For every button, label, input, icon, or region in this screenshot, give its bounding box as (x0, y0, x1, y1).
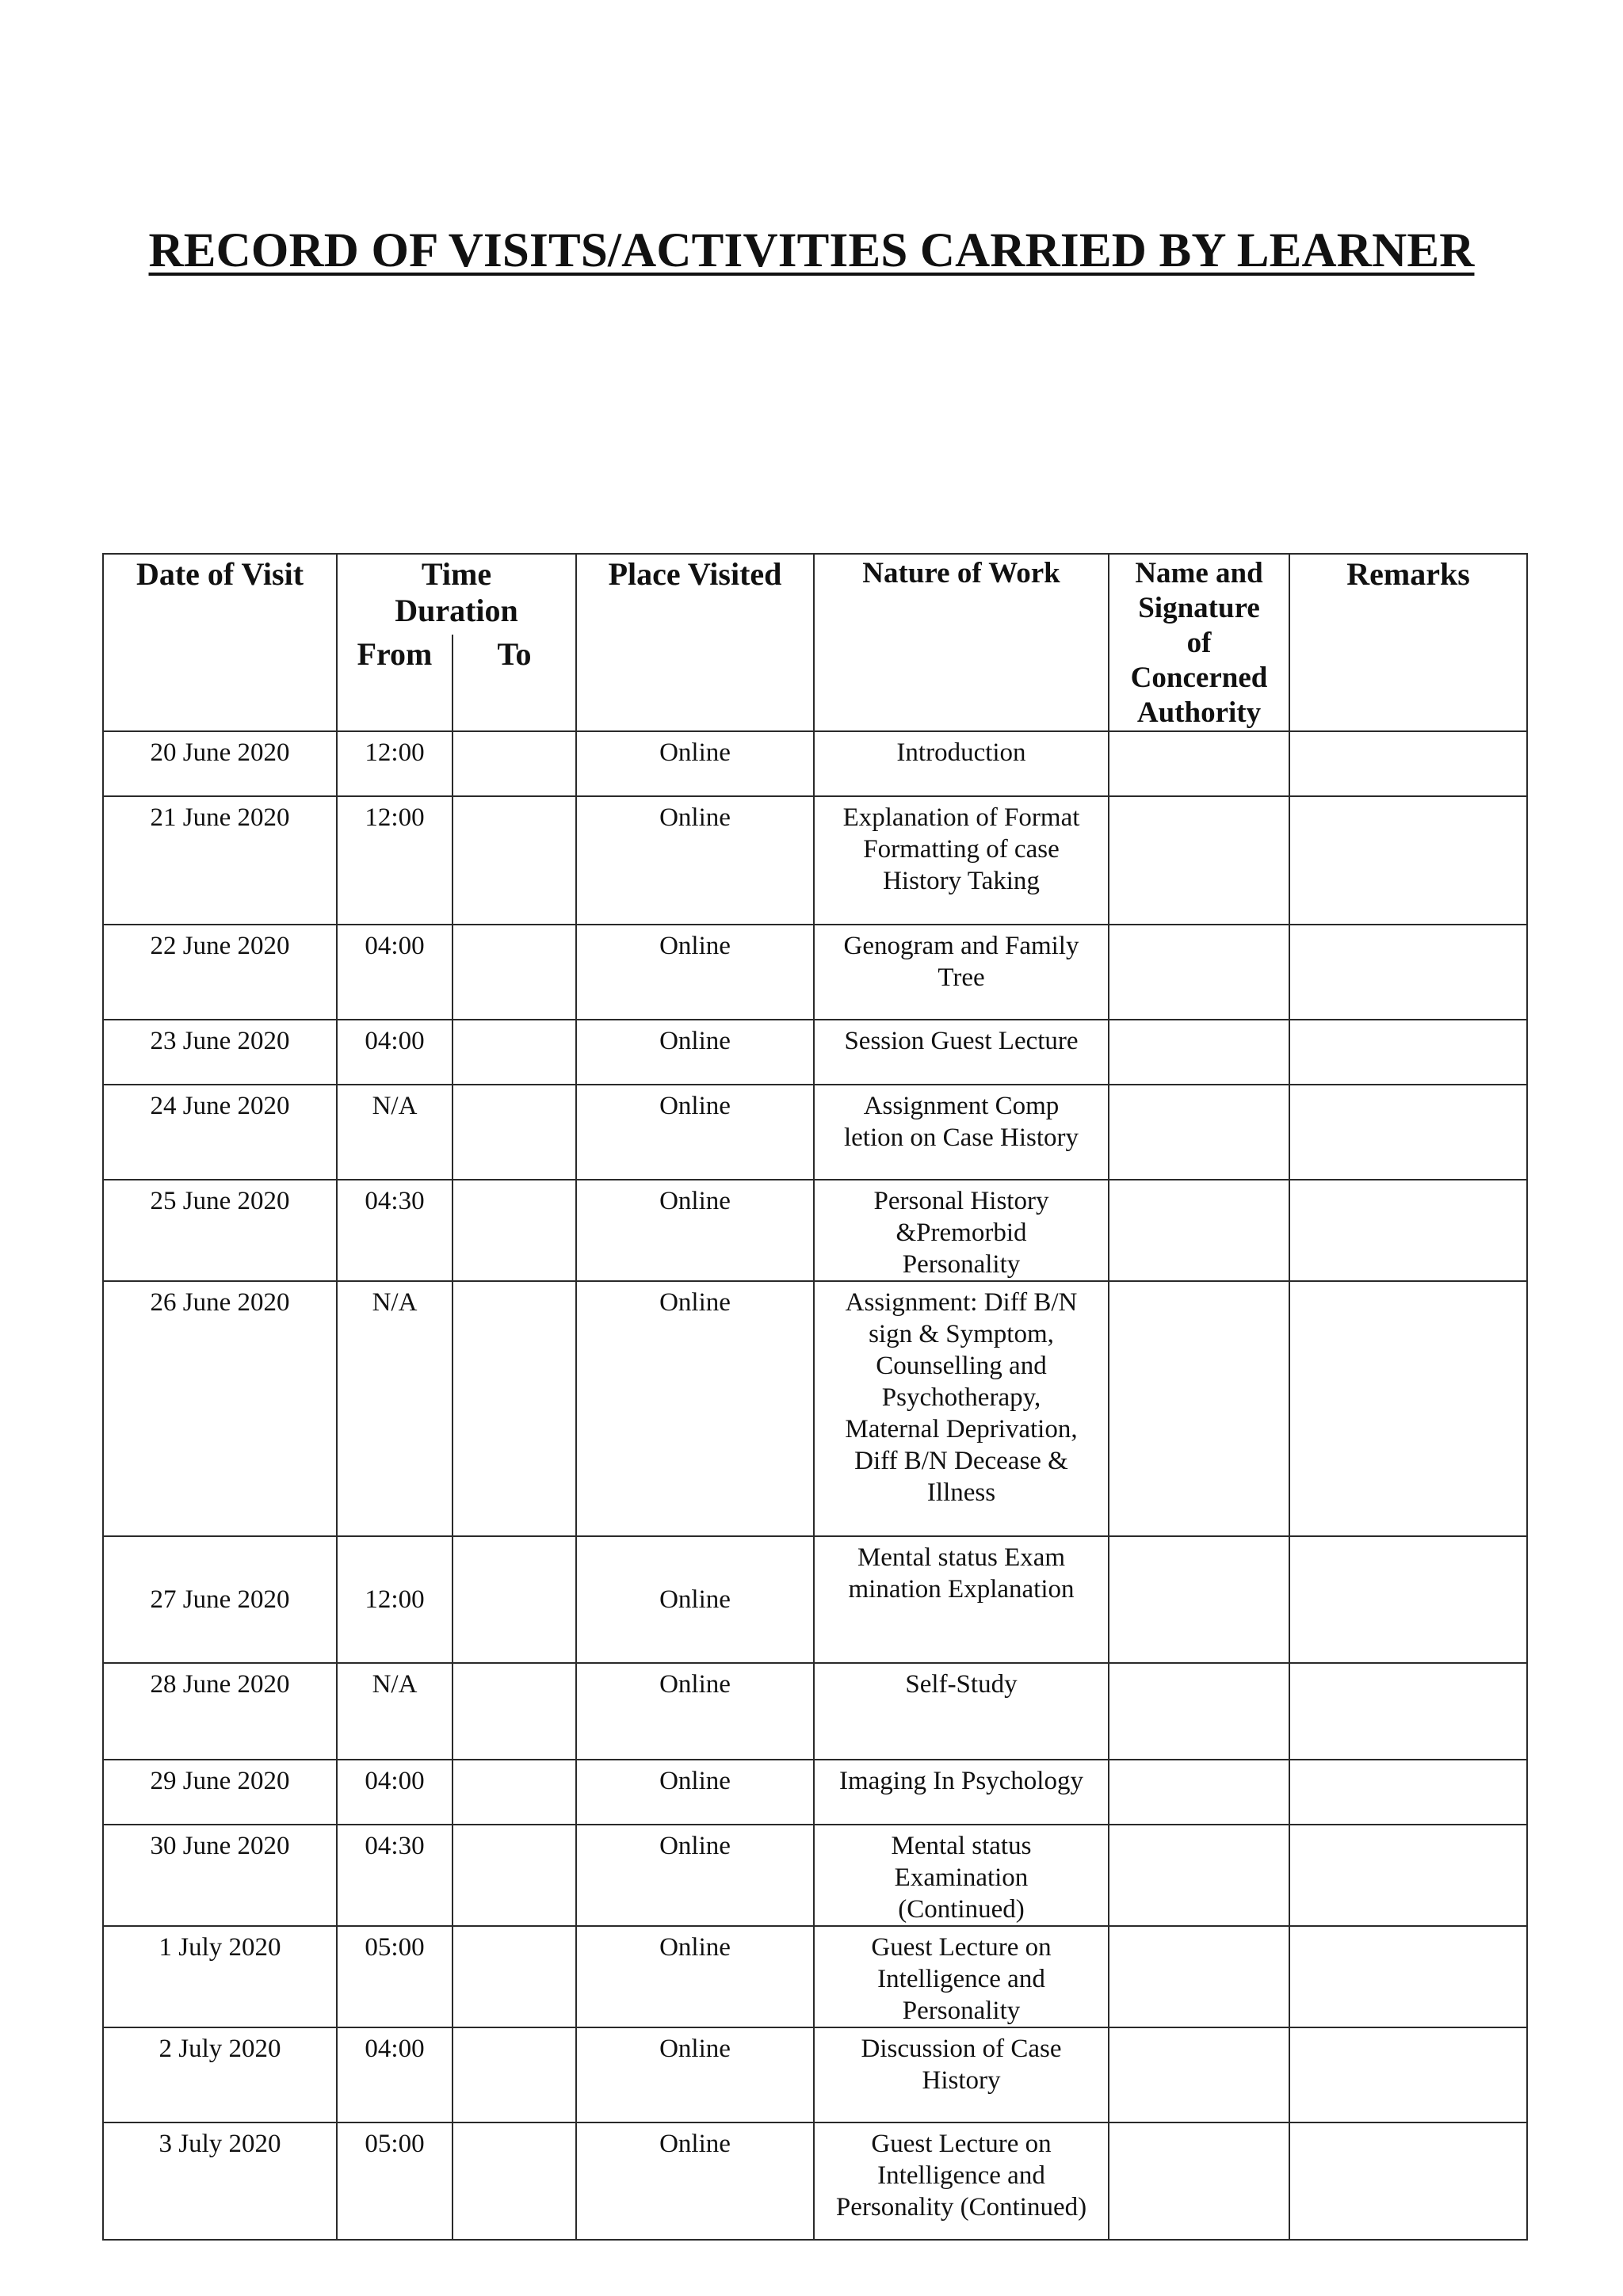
cell-place: Online (576, 1020, 814, 1085)
page-title: RECORD OF VISITS/ACTIVITIES CARRIED BY LEARNER (148, 224, 1475, 277)
cell-place: Online (576, 1926, 814, 2027)
cell-remarks (1289, 796, 1527, 925)
cell-nature: Assignment: Diff B/N sign & Symptom, Counselling and Psychotherapy, Maternal Deprivation, Diff B/N Decease & Illness (814, 1281, 1109, 1536)
header-date-of-visit: Date of Visit (103, 554, 337, 731)
cell-to (453, 1281, 576, 1536)
header-time-duration: Time Duration (337, 554, 576, 635)
cell-to (453, 796, 576, 925)
cell-place: Online (576, 796, 814, 925)
cell-nature: Personal History &Premorbid Personality (814, 1180, 1109, 1281)
cell-remarks (1289, 1760, 1527, 1825)
table-row (103, 2122, 1527, 2240)
cell-from: 12:00 (337, 1536, 453, 1663)
table-row (103, 1020, 1527, 1085)
cell-to (453, 1020, 576, 1085)
cell-from: 12:00 (337, 796, 453, 925)
visits-table (102, 553, 1528, 2241)
table-row (103, 796, 1527, 925)
cell-date: 2 July 2020 (103, 2027, 337, 2122)
cell-place: Online (576, 1180, 814, 1281)
cell-nature: Session Guest Lecture (814, 1020, 1109, 1085)
cell-date: 20 June 2020 (103, 731, 337, 796)
cell-date: 22 June 2020 (103, 925, 337, 1020)
cell-from: 04:30 (337, 1180, 453, 1281)
table-row (103, 1760, 1527, 1825)
cell-place: Online (576, 925, 814, 1020)
cell-nature: Self-Study (814, 1663, 1109, 1760)
cell-authority (1109, 796, 1289, 925)
cell-place: Online (576, 731, 814, 796)
cell-remarks (1289, 1825, 1527, 1926)
cell-from: N/A (337, 1281, 453, 1536)
cell-from: N/A (337, 1663, 453, 1760)
cell-date: 29 June 2020 (103, 1760, 337, 1825)
cell-to (453, 2122, 576, 2240)
cell-remarks (1289, 925, 1527, 1020)
table-row (103, 925, 1527, 1020)
cell-nature: Introduction (814, 731, 1109, 796)
table-row (103, 1663, 1527, 1760)
cell-remarks (1289, 1020, 1527, 1085)
cell-date: 1 July 2020 (103, 1926, 337, 2027)
cell-from: 12:00 (337, 731, 453, 796)
header-to: To (453, 635, 576, 731)
cell-remarks (1289, 1663, 1527, 1760)
table-body (103, 731, 1527, 2240)
cell-from: 04:00 (337, 1020, 453, 1085)
cell-nature: Imaging In Psychology (814, 1760, 1109, 1825)
cell-from: 05:00 (337, 1926, 453, 2027)
cell-authority (1109, 2027, 1289, 2122)
table-row (103, 1085, 1527, 1180)
cell-remarks (1289, 1536, 1527, 1663)
cell-remarks (1289, 2122, 1527, 2240)
cell-remarks (1289, 731, 1527, 796)
cell-nature: Guest Lecture on Intelligence and Personality (Continued) (814, 2122, 1109, 2240)
cell-remarks (1289, 1180, 1527, 1281)
cell-nature: Mental status Exam mination Explanation (814, 1536, 1109, 1663)
cell-to (453, 1825, 576, 1926)
table-row (103, 1281, 1527, 1536)
cell-from: 04:30 (337, 1825, 453, 1926)
header-nature-of-work: Nature of Work (814, 554, 1109, 731)
cell-date: 30 June 2020 (103, 1825, 337, 1926)
cell-nature: Mental status Examination (Continued) (814, 1825, 1109, 1926)
cell-authority (1109, 1020, 1289, 1085)
cell-to (453, 1926, 576, 2027)
cell-to (453, 1180, 576, 1281)
cell-authority (1109, 731, 1289, 796)
cell-date: 3 July 2020 (103, 2122, 337, 2240)
cell-date: 25 June 2020 (103, 1180, 337, 1281)
cell-nature: Explanation of Format Formatting of case History Taking (814, 796, 1109, 925)
cell-authority (1109, 1926, 1289, 2027)
cell-date: 21 June 2020 (103, 796, 337, 925)
cell-nature: Assignment Comp letion on Case History (814, 1085, 1109, 1180)
table-row (103, 1825, 1527, 1926)
table-row (103, 1926, 1527, 2027)
cell-date: 24 June 2020 (103, 1085, 337, 1180)
header-place-visited: Place Visited (576, 554, 814, 731)
cell-place: Online (576, 2027, 814, 2122)
table-row (103, 2027, 1527, 2122)
header-remarks: Remarks (1289, 554, 1527, 731)
cell-place: Online (576, 1760, 814, 1825)
cell-to (453, 1760, 576, 1825)
cell-to (453, 1663, 576, 1760)
cell-authority (1109, 1281, 1289, 1536)
table-row (103, 731, 1527, 796)
cell-nature: Discussion of Case History (814, 2027, 1109, 2122)
cell-date: 23 June 2020 (103, 1020, 337, 1085)
table-header (103, 554, 1527, 731)
cell-place: Online (576, 1281, 814, 1536)
cell-place: Online (576, 1663, 814, 1760)
table-row (103, 1180, 1527, 1281)
cell-remarks (1289, 1926, 1527, 2027)
cell-place: Online (576, 2122, 814, 2240)
cell-date: 28 June 2020 (103, 1663, 337, 1760)
cell-to (453, 925, 576, 1020)
cell-from: 05:00 (337, 2122, 453, 2240)
cell-nature: Guest Lecture on Intelligence and Personality (814, 1926, 1109, 2027)
header-from: From (337, 635, 453, 731)
cell-from: N/A (337, 1085, 453, 1180)
cell-authority (1109, 1663, 1289, 1760)
cell-to (453, 731, 576, 796)
table-row (103, 1536, 1527, 1663)
cell-authority (1109, 1085, 1289, 1180)
cell-authority (1109, 925, 1289, 1020)
cell-date: 27 June 2020 (103, 1536, 337, 1663)
cell-nature: Genogram and Family Tree (814, 925, 1109, 1020)
cell-from: 04:00 (337, 2027, 453, 2122)
cell-authority (1109, 1180, 1289, 1281)
cell-to (453, 1536, 576, 1663)
cell-to (453, 2027, 576, 2122)
header-concerned-authority: Name and Signature of Concerned Authority (1109, 554, 1289, 731)
cell-remarks (1289, 2027, 1527, 2122)
cell-from: 04:00 (337, 1760, 453, 1825)
cell-authority (1109, 2122, 1289, 2240)
cell-place: Online (576, 1536, 814, 1663)
cell-remarks (1289, 1085, 1527, 1180)
cell-authority (1109, 1536, 1289, 1663)
cell-from: 04:00 (337, 925, 453, 1020)
cell-authority (1109, 1760, 1289, 1825)
cell-to (453, 1085, 576, 1180)
cell-date: 26 June 2020 (103, 1281, 337, 1536)
cell-remarks (1289, 1281, 1527, 1536)
cell-place: Online (576, 1085, 814, 1180)
cell-authority (1109, 1825, 1289, 1926)
cell-place: Online (576, 1825, 814, 1926)
